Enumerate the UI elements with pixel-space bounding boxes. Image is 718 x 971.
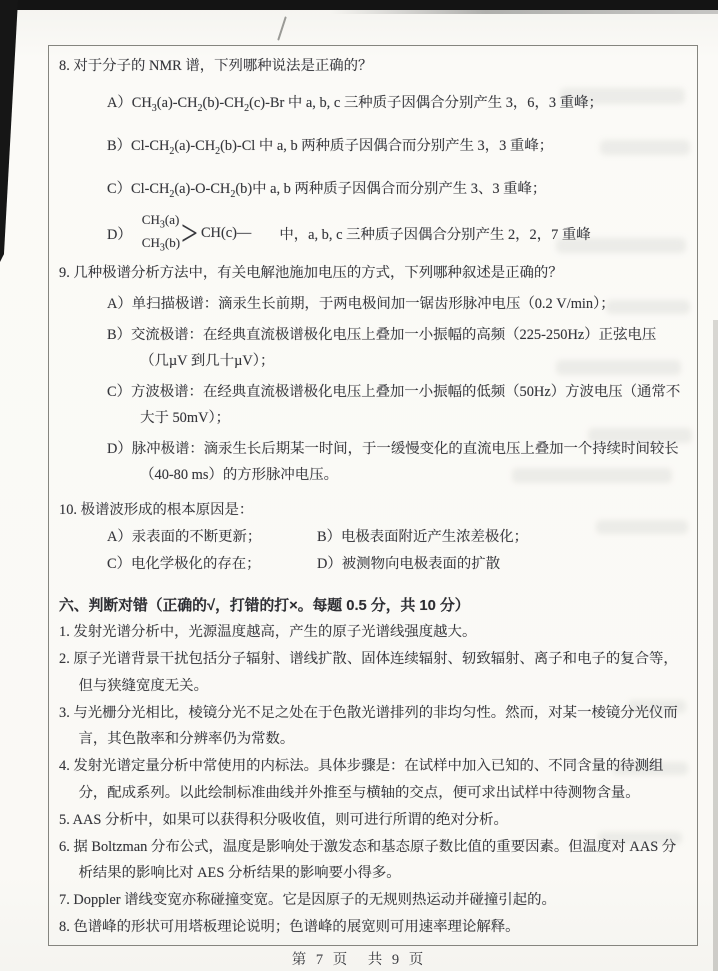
judgement-item-8: 8. 色谱峰的形状可用塔板理论说明；色谱峰的展宽则可用速率理论解释。 [59, 918, 520, 935]
question-10-option-b: B）电极表面附近产生浓差极化； [317, 529, 529, 546]
formula-mid: CH(c)— [200, 225, 252, 242]
question-10-option-d: D）被测物向电极表面的扩散 [317, 556, 501, 573]
judgement-item-9 [59, 941, 685, 946]
judgement-item-6: 6. 据 Boltzman 分布公式，温度是影响处于激发态和基态原子数比值的重要因素。但温度对 AAS 分析结果的影响比对 AES 分析结果的影响要小得多。 [59, 838, 677, 882]
judgement-item-2: 2. 原子光谱背景干扰包括分子辐射、谱线扩散、固体连续辐射、轫致辐射、离子和电子的复合等，但与狭缝宽度无关。 [59, 650, 678, 694]
scan-edge-top-smear [330, 10, 718, 14]
scan-edge-top [0, 0, 718, 10]
judgement-item-5: 5. AAS 分析中，如果可以获得积分吸收值，则可进行所谓的绝对分析。 [59, 811, 508, 828]
judgement-item-3: 3. 与光栅分光相比，棱镜分光不足之处在于色散光谱排列的非均匀性。然而，对某一棱镜分光仪而言，其色散率和分辨率仍为常数。 [59, 704, 678, 748]
question-8-title: 8. 对于分子的 NMR 谱，下列哪种说法是正确的？ [59, 58, 373, 74]
question-8-option-b: $B)Cl-CH_2(a)-CH_2(b)-Cl$ 中 a, b 两种质子因偶合而分别产生 3，3 重峰； [107, 137, 554, 157]
option-d-text: 中，a, b, c 三种质子因偶合分别产生 2，2，7 重峰 [279, 227, 591, 244]
formula-stack [142, 211, 180, 256]
judgement-item-7: 7. Doppler 谱线变宽亦称碰撞变宽。它是因原子的无规则热运动并碰撞引起的。 [59, 892, 556, 909]
question-9-option-d: D）脉冲极谱：滴汞生长后期某一时间，于一缓慢变化的直流电压上叠加一个持续时间较长（40-80 ms）的方形脉冲电压。 [107, 441, 679, 483]
question-10-title: 10. 极谱波形成的根本原因是： [59, 502, 254, 519]
option-d-label: D） [107, 227, 132, 244]
scan-edge-left [0, 0, 18, 262]
question-8-option-d [107, 213, 685, 255]
question-10-row-1 [107, 525, 685, 550]
section-6-heading: 六、判断对错（正确的√，打错的打×。每题 0.5 分，共 10 分） [59, 598, 470, 615]
page-footer: 第 7 页 共 9 页 [291, 952, 427, 968]
question-box [48, 45, 698, 946]
question-8-option-c: $C)Cl-CH_2(a)-O-CH_2(b)$中 a, b 两种质子因偶合而分别产生 3、3 重峰； [107, 180, 547, 200]
question-9-option-a: A）单扫描极谱：滴汞生长前期，于两电极间加一锯齿形脉冲电压（0.2 V/min）； [107, 295, 615, 312]
formula-bottom: $CH_3(b)$ [141, 234, 181, 254]
judgement-item-1: 1. 发射光谱分析中，光源温度越高，产生的原子光谱线强度越大。 [59, 624, 477, 641]
question-10-option-a: A）汞表面的不断更新； [107, 529, 262, 546]
scan-edge-right [713, 320, 718, 971]
question-9-title: 9. 几种极谱分析方法中，有关电解池施加电压的方式，下列哪种叙述是正确的？ [59, 264, 563, 281]
question-8-option-a: $A)CH_3(a)-CH_2(b)-CH_2(c)-Br$ 中 a, b, c 三种质子因偶合分别产生 3，6，3 重峰； [107, 95, 603, 114]
question-10-row-2 [107, 552, 685, 577]
judgement-item-list [59, 619, 685, 946]
question-10-option-c: C）电化学极化的存在； [107, 556, 261, 573]
judgement-item-4: 4. 发射光谱定量分析中常使用的内标法。具体步骤是：在试样中加入已知的、不同含量的待测组分，配成系列。以此绘制标准曲线并外推至与横轴的交点，便可求出试样中待测物含量。 [59, 758, 664, 801]
question-9-option-c: C）方波极谱：在经典直流极谱极化电压上叠加一小振幅的低频（50Hz）方波电压（通常不大于 50mV）； [107, 384, 681, 426]
pen-mark [277, 16, 287, 40]
question-9-option-b: B）交流极谱：在经典直流极谱极化电压上叠加一小振幅的高频（225-250Hz）正弦电压（几µV 到几十µV）； [107, 327, 657, 369]
angle-bracket-glyph: > [181, 213, 198, 253]
formula-top: $CH_3(a)$ [141, 212, 180, 231]
